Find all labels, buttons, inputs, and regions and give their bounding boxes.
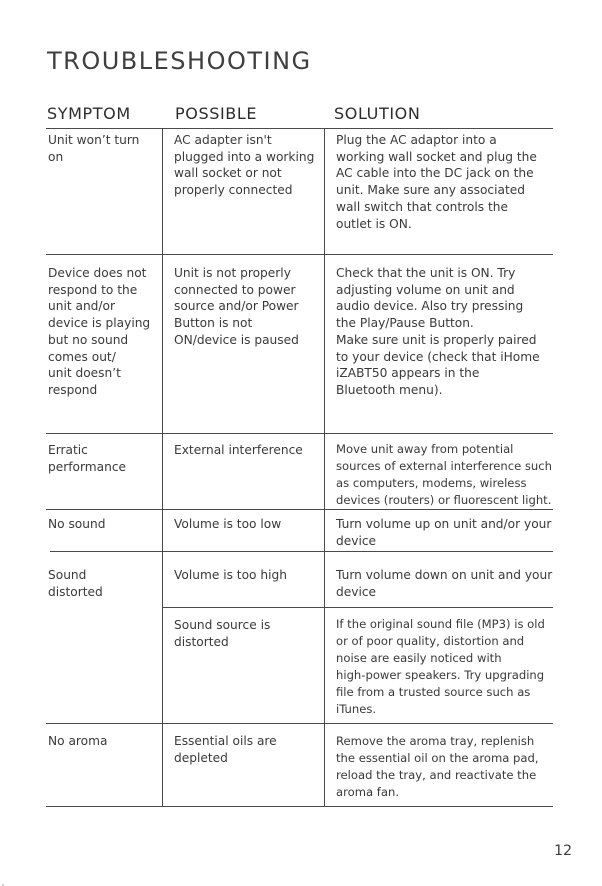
table-bottom-border bbox=[46, 806, 553, 807]
symptom-cell: Device does not respond to the unit and/or device is playing but no sound comes out/ unit doesn’t respond bbox=[48, 266, 151, 397]
page-number: 12 bbox=[554, 843, 572, 859]
possible-column-header: POSSIBLE bbox=[175, 104, 258, 123]
column-divider-2 bbox=[324, 128, 325, 806]
symptom-cell: Unit won’t turn on bbox=[48, 133, 140, 164]
possible-cause-cell: Sound source is distorted bbox=[174, 618, 271, 649]
symptom-column-header: SYMPTOM bbox=[47, 104, 131, 123]
row-divider bbox=[46, 254, 553, 255]
row-divider bbox=[46, 433, 553, 434]
solution-column-header: SOLUTION bbox=[334, 104, 421, 123]
solution-cell: Plug the AC adaptor into a working wall socket and plug the AC cable into the DC jack on the unit. Make sure any associated wall switch that controls the outlet is ON. bbox=[336, 133, 537, 231]
row-divider bbox=[50, 551, 553, 552]
possible-cause-cell: AC adapter isn't plugged into a working wall socket or not properly connected bbox=[174, 133, 315, 198]
header-divider bbox=[46, 128, 553, 129]
row-divider bbox=[46, 723, 553, 724]
solution-cell: Remove the aroma tray, replenish the essential oil on the aroma pad, reload the tray, and reactivate the aroma fan. bbox=[336, 734, 539, 799]
solution-cell: Turn volume up on unit and/or your device bbox=[336, 517, 552, 548]
row-divider bbox=[162, 607, 553, 608]
column-divider-1 bbox=[162, 128, 163, 806]
solution-cell: If the original sound file (MP3) is old or of poor quality, distortion and noise are easily noticed with high-power speakers. Try upgrading file from a trusted source such as iTunes. bbox=[336, 617, 545, 716]
solution-cell: Turn volume down on unit and your device bbox=[336, 568, 553, 599]
possible-cause-cell: Unit is not properly connected to power source and/or Power Button is not ON/device is paused bbox=[174, 266, 299, 347]
possible-cause-cell: Volume is too high bbox=[174, 568, 287, 582]
symptom-cell: Sound distorted bbox=[48, 568, 103, 599]
symptom-cell: No aroma bbox=[48, 734, 108, 748]
page-title: TROUBLESHOOTING bbox=[47, 47, 312, 75]
solution-cell: Check that the unit is ON. Try adjusting volume on unit and audio device. Also try pressing the Play/Pause Button. Make sure unit is properly paired to your device (check that iHome iZABT50 appears in the Bluetooth menu). bbox=[336, 266, 540, 397]
row-divider bbox=[46, 509, 553, 510]
symptom-cell: No sound bbox=[48, 517, 106, 531]
solution-cell: Move unit away from potential sources of external interference such as computers, modems, wireless devices (routers) or fluorescent light. bbox=[336, 442, 553, 507]
possible-cause-cell: Volume is too low bbox=[174, 517, 282, 531]
possible-cause-cell: Essential oils are depleted bbox=[174, 734, 277, 765]
possible-cause-cell: External interference bbox=[174, 443, 303, 457]
symptom-cell: Erratic performance bbox=[48, 443, 127, 474]
